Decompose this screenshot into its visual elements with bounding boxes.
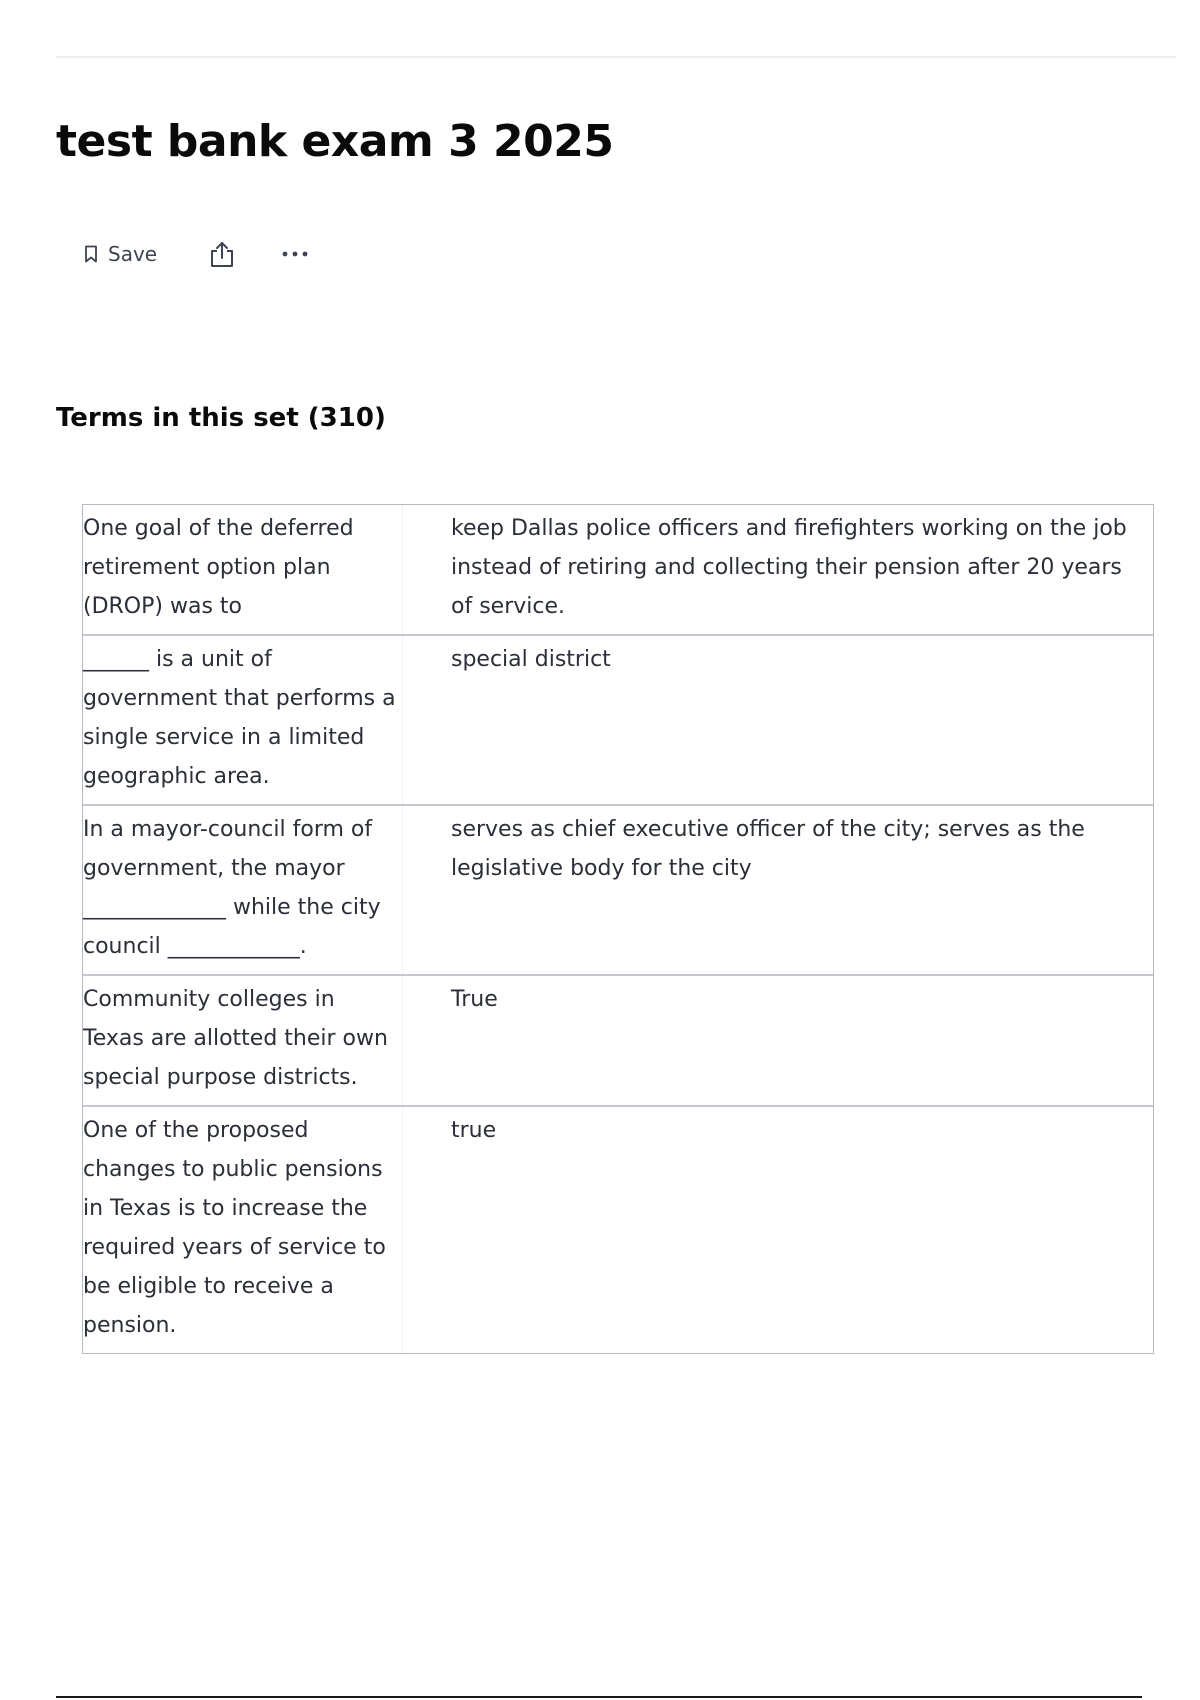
term-row [83,804,1153,974]
save-button[interactable] [84,242,157,266]
definition-text: serves as chief executive officer of the city; serves as the legislative body for the city [451,817,1085,881]
term-row [83,974,1153,1105]
definition-text: true [451,1118,497,1143]
bottom-divider [56,1696,1142,1698]
page-title: test bank exam 3 2025 [56,116,614,167]
definition-text: keep Dallas police officers and firefighters working on the job instead of retiring and collecting their pension after 20 years of service. [451,516,1127,619]
more-options-icon [281,250,309,258]
toolbar [84,236,309,272]
term-row [83,634,1153,804]
share-icon [209,240,235,268]
bookmark-icon [84,245,98,263]
terms-heading: Terms in this set (310) [56,403,386,433]
term-row [83,505,1153,634]
term-text: ______ is a unit of government that performs a single service in a limited geographic area. [83,636,403,804]
term-text: One goal of the deferred retirement option plan (DROP) was to [83,505,403,634]
share-button[interactable] [209,240,235,268]
more-options-button[interactable] [281,250,309,258]
term-text: Community colleges in Texas are allotted their own special purpose districts. [83,976,403,1105]
term-row [83,1105,1153,1353]
terms-table [82,504,1154,1354]
definition-text: special district [451,647,611,672]
save-label: Save [108,242,158,266]
term-text: In a mayor-council form of government, the mayor _____________ while the city council ____________. [83,806,403,974]
top-divider [56,56,1176,58]
term-text: One of the proposed changes to public pensions in Texas is to increase the required years of service to be eligible to receive a pension. [83,1107,403,1353]
definition-text: True [451,987,498,1012]
